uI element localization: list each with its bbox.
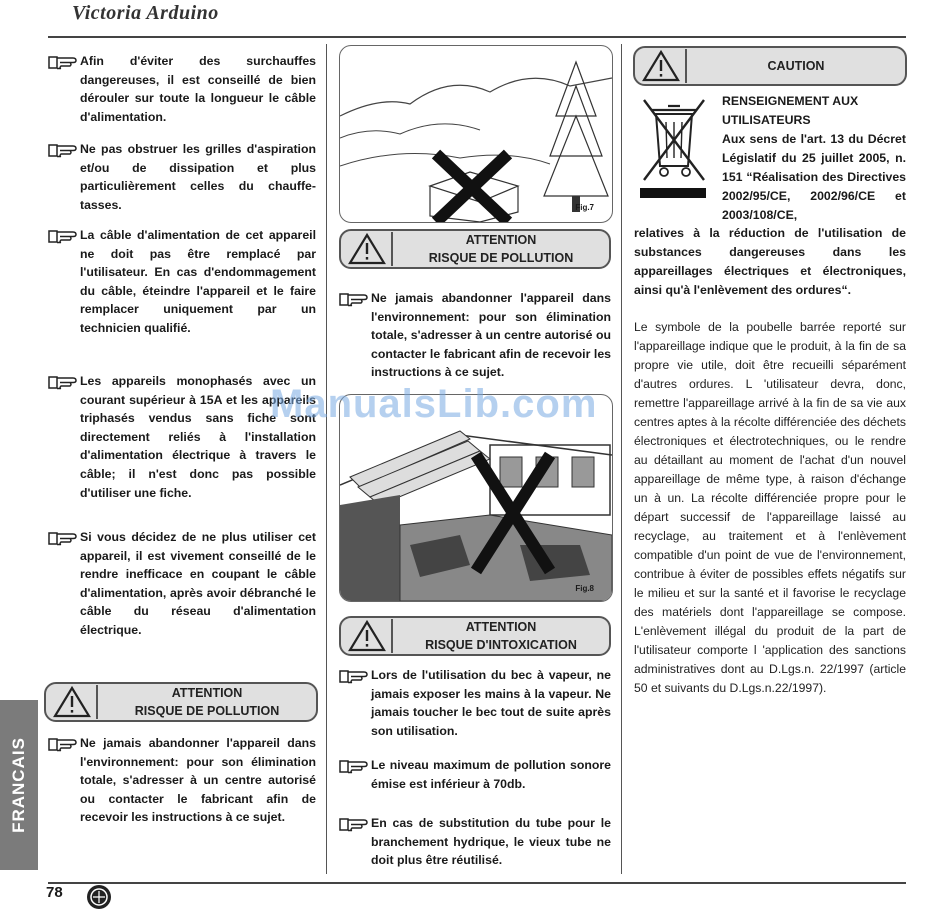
watermark: ManualsLib.com <box>270 382 598 426</box>
footer-rule <box>48 882 906 884</box>
crossed-bin-icon <box>634 92 714 204</box>
pointing-hand-icon <box>339 290 371 308</box>
item-text: Lors de l'utilisation du bec à vapeur, ne jamais exposer les mains à la vapeur. Ne jamais toucher le bec tout de suite après son utilisation. <box>371 668 611 738</box>
figure-caption: Fig.7 <box>575 203 594 212</box>
pointing-hand-icon <box>339 815 371 833</box>
pointing-hand-icon <box>48 227 80 245</box>
pointing-hand-icon <box>48 529 80 547</box>
section-heading: RENSEIGNEMENT AUX UTILISATEURS <box>722 94 859 127</box>
warning-triangle-icon <box>48 685 98 719</box>
item-text: Ne jamais abandonner l'appareil dans l'environnement: pour son élimination totale, s'adresser à un centre autorisé ou contacter le fabricant afin de recevoir les instructions à ce sujet. <box>371 291 611 380</box>
list-item <box>48 528 316 640</box>
item-text: Les appareils monophasés avec un courant supérieur à 15A et les appareils triphasés vendus sans fiche sont directement reliés à l'installation d'alimentation électrique à travers le câble; il n'est donc pas possible d'utiliser une fiche. <box>80 374 316 500</box>
column-divider <box>326 44 327 874</box>
item-text: Ne pas obstruer les grilles d'aspiration et/ou de dissipation et plus particulièrement celles du chauffe-tasses. <box>80 142 316 212</box>
list-item <box>339 756 611 793</box>
list-item <box>48 140 316 214</box>
figure-caption: Fig.8 <box>575 584 594 593</box>
list-item <box>339 666 611 740</box>
item-text: Ne jamais abandonner l'appareil dans l'environnement: pour son élimination totale, s'adresser à un centre autorisé ou contacter le fabricant afin de recevoir les instructions à ce sujet. <box>80 736 316 825</box>
warning-title: ATTENTION <box>171 686 243 700</box>
warning-triangle-icon <box>343 619 393 653</box>
warning-triangle-icon <box>343 232 393 266</box>
list-item <box>48 52 316 126</box>
page-number: 78 <box>46 884 63 901</box>
item-text: La câble d'alimentation de cet appareil ne doit pas être remplacé par l'utilisateur. En cas d'endommagement du câble, éteindre l'appareil et le faire remplacer uniquement par un technicien qualifié. <box>80 228 316 335</box>
warning-box-pollution <box>339 229 611 269</box>
warning-subtitle: RISQUE D'INTOXICATION <box>425 638 577 652</box>
item-text: Afin d'éviter des surchauffes dangereuses, il est conseillé de bien dérouler sur toute la longueur le câble d'alimentation. <box>80 54 316 124</box>
pointing-hand-icon <box>48 53 80 71</box>
item-text: En cas de substitution du tube pour le branchement hydrique, le vieux tube ne doit plus être réutilisé. <box>371 816 611 868</box>
warning-subtitle: RISQUE DE POLLUTION <box>428 251 574 265</box>
header-rule <box>48 36 906 38</box>
item-text: Si vous décidez de ne plus utiliser cet appareil, il est vivement conseillé de le rendre inefficace en coupant le câble d'alimentation, après avoir débranché le câble du réseau d'alimentation électrique. <box>80 530 316 637</box>
landscape-illustration <box>340 46 612 222</box>
disposal-paragraph: Le symbole de la poubelle barrée reporté sur l'appareillage indique que le produit, à la fin de sa propre vie utile, doit être recueilli séparément d'autres ordures. L 'utilisateur devra, donc, remettre l'appareillage arrivé à la fin de sa vie aux centres aptes à la récolte différenciée des déchets électroniques et électrotechniques, ou le rendre au détaillant au moment de l'achat d'un nouvel appareillage de même type, à raison d'échange un à un. La récolte différenciée propre pour le départ successif de l'appareillage laissé au recyclage, au traitement et à l'enlèvement compatible d'un point de vue de l'environnement, contribue à éviter de possibles effets négatifs sur le milieu et sur la santé et il favorise le recyclage des matériels dont l'appareillage se compose. L'enlèvement illégal du produit de la part de l'utilisateur comporte l 'application des sanctions administratives dont au D.Lgs.n. 22/1997 (article 50 et suivants du D.Lgs.n.22/1997). <box>634 320 906 695</box>
warning-subtitle: RISQUE DE POLLUTION <box>134 704 280 718</box>
figure-7 <box>339 45 613 223</box>
regulation-text: Aux sens de l'art. 13 du Décret Législatif du 25 juillet 2005, n. 151 “Réalisation des Directives 2002/95/CE, 2002/96/CE et 2003/108/CE, <box>722 132 906 222</box>
language-tab <box>0 700 38 870</box>
language-label: FRANCAIS <box>9 737 28 833</box>
list-item <box>339 289 611 382</box>
pointing-hand-icon <box>339 757 371 775</box>
warning-box-intoxication <box>339 616 611 656</box>
caution-box <box>633 46 907 86</box>
warning-box-pollution <box>44 682 318 722</box>
pointing-hand-icon <box>48 735 80 753</box>
pointing-hand-icon <box>48 141 80 159</box>
pointing-hand-icon <box>339 667 371 685</box>
warning-triangle-icon <box>637 49 687 83</box>
caution-title: CAUTION <box>767 59 825 73</box>
list-item <box>48 226 316 338</box>
column-divider <box>621 44 622 874</box>
warning-title: ATTENTION <box>465 620 537 634</box>
item-text: Le niveau maximum de pollution sonore émise est inférieur à 70db. <box>371 758 611 791</box>
pointing-hand-icon <box>48 373 80 391</box>
list-item <box>339 814 611 870</box>
warning-title: ATTENTION <box>465 233 537 247</box>
regulation-text-continued: relatives à la réduction de l'utilisation de substances dangereuses dans les appareillages électriques et électroniques, ainsi qu'à l'enlèvement des ordures“. <box>634 226 906 297</box>
list-item <box>48 734 316 827</box>
brand-emblem-icon <box>86 884 112 910</box>
brand-logo: Victoria Arduino <box>72 2 219 24</box>
